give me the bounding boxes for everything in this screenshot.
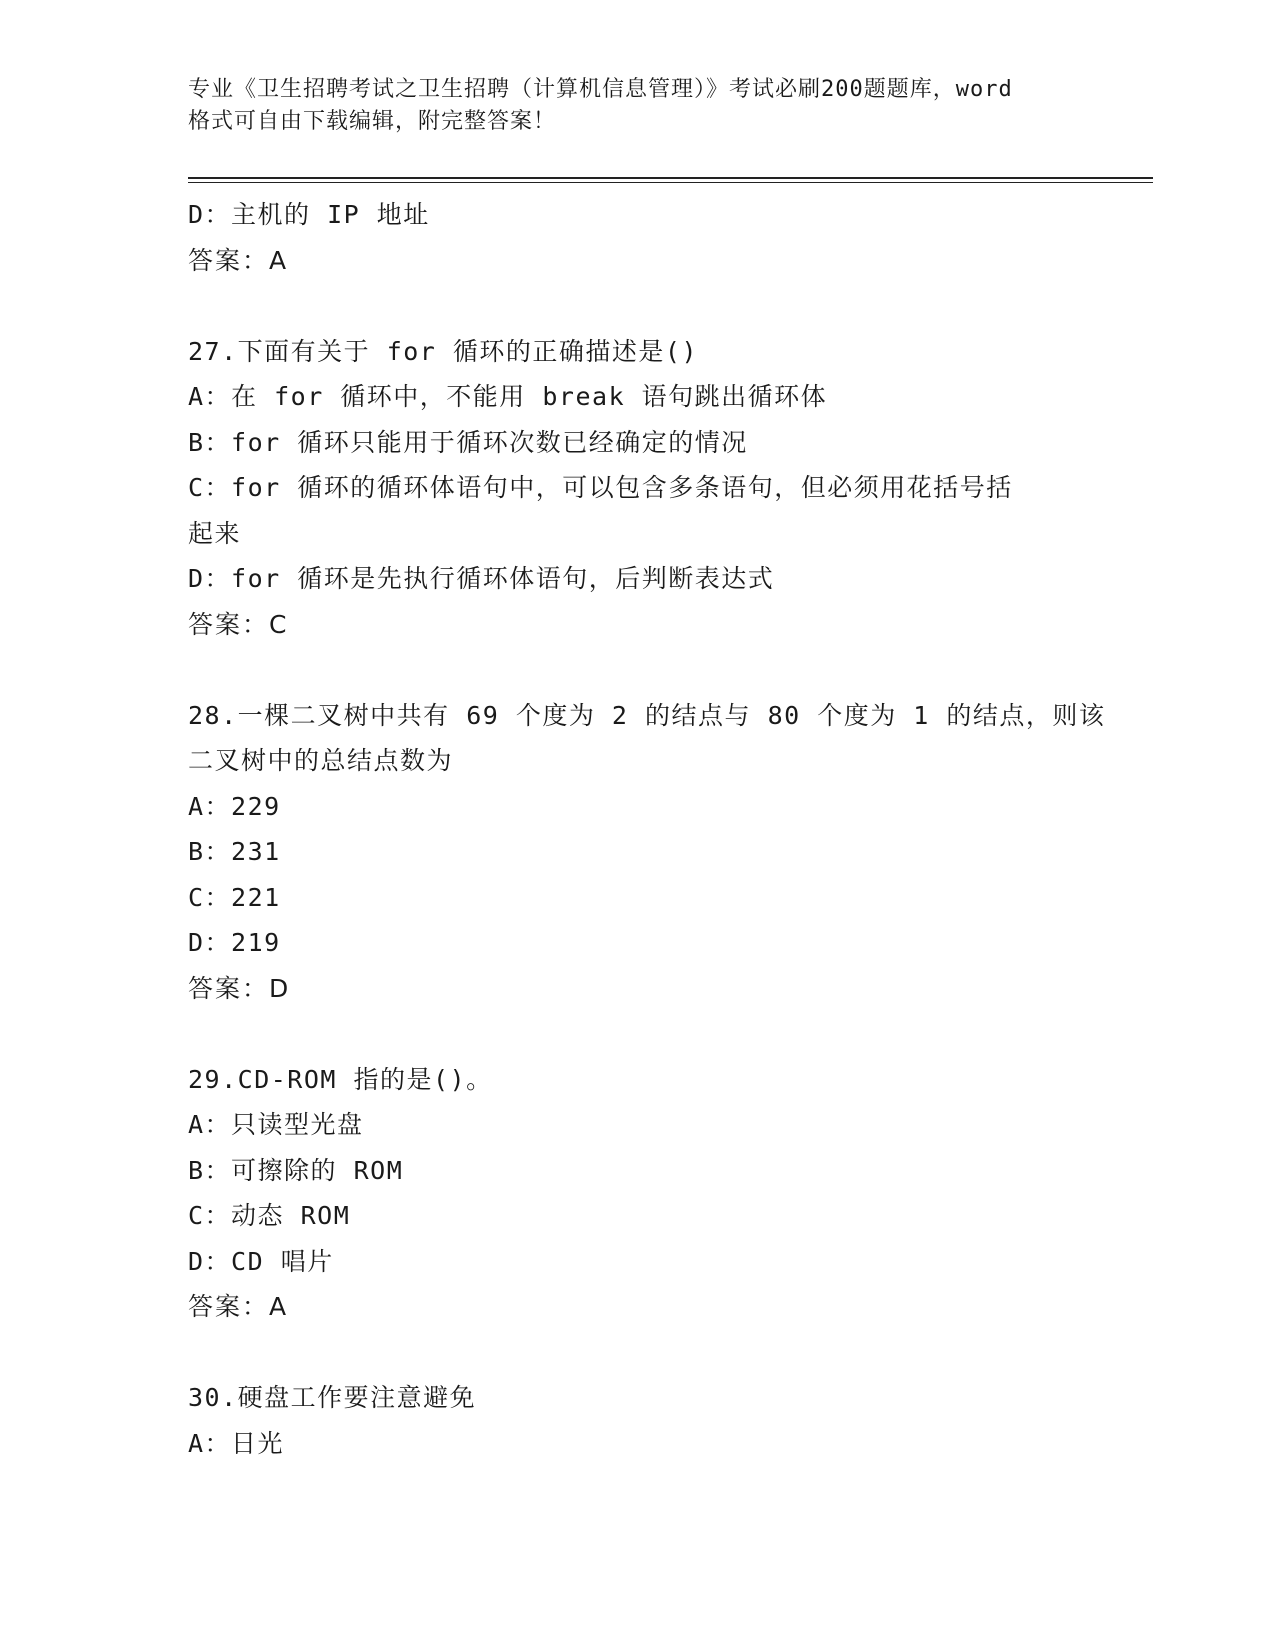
option-b: B：可擦除的 ROM xyxy=(188,1155,404,1185)
spacer xyxy=(188,1011,1088,1057)
answer-line: 答案：A xyxy=(188,245,289,275)
question-stem-continued: 二叉树中的总结点数为 xyxy=(188,746,454,775)
option-c: C：动态 ROM xyxy=(188,1201,351,1230)
option-b: B：for 循环只能用于循环次数已经确定的情况 xyxy=(188,427,748,457)
answer-line: 答案：A xyxy=(188,1292,289,1321)
option-d: D：主机的 IP 地址 xyxy=(188,200,430,229)
question-block-27 xyxy=(188,329,1088,648)
question-stem: 27.下面有关于 for 循环的正确描述是() xyxy=(188,336,699,366)
header-divider-thin xyxy=(188,182,1153,183)
question-stem: 30.硬盘工作要注意避免 xyxy=(188,1383,477,1412)
header-divider-thick xyxy=(188,177,1153,179)
option-c: C：for 循环的循环体语句中，可以包含多条语句，但必须用花括号括 xyxy=(188,473,1013,502)
spacer xyxy=(188,1330,1088,1376)
option-d: D：219 xyxy=(188,928,281,957)
spacer xyxy=(188,647,1088,693)
header-line-2: 格式可自由下载编辑，附完整答案！ xyxy=(188,109,557,134)
question-list xyxy=(188,192,1106,1466)
question-block-29 xyxy=(188,1057,1088,1330)
question-stem: 28.一棵二叉树中共有 69 个度为 2 的结点与 80 个度为 1 的结点，则该 xyxy=(188,700,1106,730)
question-block-28 xyxy=(188,693,1106,1012)
option-d: D：for 循环是先执行循环体语句，后判断表达式 xyxy=(188,564,775,593)
question-stem: 29.CD-ROM 指的是()。 xyxy=(188,1064,493,1094)
option-a: A：在 for 循环中，不能用 break 语句跳出循环体 xyxy=(188,382,828,411)
spacer xyxy=(188,283,1088,329)
option-c: C：221 xyxy=(188,882,281,912)
header-line-1: 专业《卫生招聘考试之卫生招聘（计算机信息管理）》考试必刷200题题库，word xyxy=(188,77,1013,102)
answer-line: 答案：C xyxy=(188,609,289,639)
option-a: A：229 xyxy=(188,791,281,821)
option-d: D：CD 唱片 xyxy=(188,1246,334,1276)
option-a: A：日光 xyxy=(188,1428,285,1458)
option-c-continued: 起来 xyxy=(188,518,242,548)
question-block-prev xyxy=(188,192,1088,283)
option-b: B：231 xyxy=(188,837,281,866)
answer-line: 答案：D xyxy=(188,973,291,1003)
document-header xyxy=(188,74,1088,138)
option-a: A：只读型光盘 xyxy=(188,1110,364,1139)
question-block-30 xyxy=(188,1375,1088,1466)
